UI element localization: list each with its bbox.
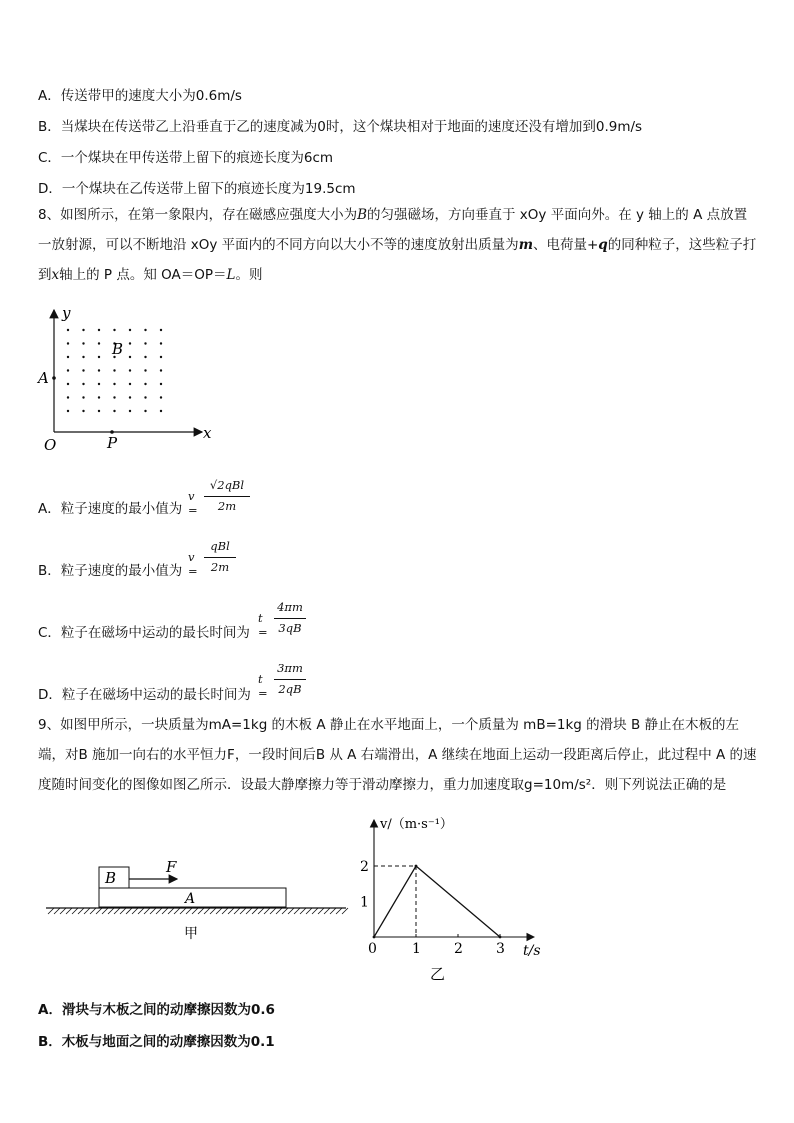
field-dot xyxy=(98,342,100,344)
hatch-line xyxy=(48,908,54,914)
field-dot xyxy=(67,342,69,344)
field-dot xyxy=(98,410,100,412)
ground-hatching xyxy=(48,908,348,914)
field-dot xyxy=(160,410,162,412)
label-b: B xyxy=(112,340,124,358)
hatch-line xyxy=(210,908,216,914)
hatch-line xyxy=(198,908,204,914)
field-dot xyxy=(144,369,146,371)
hatch-line xyxy=(54,908,60,914)
field-dot xyxy=(160,342,162,344)
hatch-line xyxy=(300,908,306,914)
hatch-line xyxy=(96,908,102,914)
q8-magnetic-field-figure xyxy=(30,300,230,460)
hatch-line xyxy=(336,908,342,914)
hatch-line xyxy=(66,908,72,914)
q8-stem: 8、如图所示，在第一象限内，存在磁感应强度大小为B的匀强磁场，方向垂直于 xOy 平面向外。在 y 轴上的 A 点放置一放射源，可以不断地沿 xOy 平面内的不同方向以大小不等的速度放射出质量为m、电荷量+q的同种粒子，这些粒子打到x轴上的 P 点。知 OA＝OP＝L。则 xyxy=(38,207,757,283)
field-dot xyxy=(113,410,115,412)
hatch-line xyxy=(90,908,96,914)
hatch-line xyxy=(180,908,186,914)
field-dot xyxy=(67,396,69,398)
hatch-line xyxy=(276,908,282,914)
q9-vt-chart xyxy=(350,808,560,988)
field-dot xyxy=(98,383,100,385)
q7-option-a: A．传送带甲的速度大小为0.6m/s xyxy=(38,88,242,104)
hatch-line xyxy=(252,908,258,914)
field-dot xyxy=(113,329,115,331)
q8-option-a-formula: v = √2qBl 2m xyxy=(188,478,250,518)
hatch-line xyxy=(216,908,222,914)
chart-x-tick-label: 1 xyxy=(412,941,421,957)
label-block-b: B xyxy=(105,869,117,887)
hatch-line xyxy=(120,908,126,914)
field-dot xyxy=(67,329,69,331)
label-y: y xyxy=(62,304,71,322)
hatch-line xyxy=(108,908,114,914)
q9-stem: 9、如图甲所示，一块质量为mA=1kg 的木板 A 静止在水平地面上，一个质量为 mB=1kg 的滑块 B 静止在木板的左端，对B 施加一向右的水平恒力F，一段时间后B 从 A 右端滑出，A 继续在地面上运动一段距离后停止，此过程中 A 的速度随时间变化的图像如图乙所示．设最大静摩擦力等于滑动摩擦力，重力加速度取g=10m/s²．则下列说法正确的是 xyxy=(38,717,757,793)
q9-figure-jia xyxy=(44,850,354,940)
chart-ylabel: v/（m·s⁻¹） xyxy=(380,817,453,832)
hatch-line xyxy=(138,908,144,914)
field-dot xyxy=(82,369,84,371)
chart-xlabel: t/s xyxy=(523,943,541,959)
field-dot xyxy=(144,329,146,331)
caption-jia: 甲 xyxy=(184,926,198,940)
hatch-line xyxy=(204,908,210,914)
field-dot xyxy=(67,369,69,371)
hatch-line xyxy=(150,908,156,914)
hatch-line xyxy=(72,908,78,914)
field-dot xyxy=(129,396,131,398)
field-dot xyxy=(129,410,131,412)
q7-option-d: D．一个煤块在乙传送带上留下的痕迹长度为19.5cm xyxy=(38,181,356,197)
hatch-line xyxy=(228,908,234,914)
label-x: x xyxy=(203,424,212,442)
label-force-f: F xyxy=(166,858,177,876)
hatch-line xyxy=(174,908,180,914)
label-o: O xyxy=(44,436,57,454)
chart-caption: 乙 xyxy=(430,965,446,983)
label-board-a: A xyxy=(185,891,196,907)
field-dot xyxy=(160,356,162,358)
hatch-line xyxy=(114,908,120,914)
q8-option-d-formula: t = 3πm 2qB xyxy=(258,661,310,701)
q7-option-b: B．当煤块在传送带乙上沿垂直于乙的速度减为0时，这个煤块相对于地面的速度还没有增加到0.9m/s xyxy=(38,119,643,135)
q8-option-c: C．粒子在磁场中运动的最长时间为 xyxy=(38,625,250,641)
hatch-line xyxy=(264,908,270,914)
field-dot xyxy=(67,410,69,412)
field-dot xyxy=(113,396,115,398)
field-dot xyxy=(160,383,162,385)
field-dot xyxy=(82,396,84,398)
point-a xyxy=(52,376,56,380)
q8-option-d: D．粒子在磁场中运动的最长时间为 xyxy=(38,687,251,703)
hatch-line xyxy=(222,908,228,914)
q7-option-c: C．一个煤块在甲传送带上留下的痕迹长度为6cm xyxy=(38,150,334,166)
field-dot xyxy=(82,410,84,412)
field-dot xyxy=(160,396,162,398)
chart-origin: 0 xyxy=(368,941,377,957)
hatch-line xyxy=(126,908,132,914)
field-dot xyxy=(98,329,100,331)
field-dot xyxy=(129,342,131,344)
field-dot xyxy=(144,396,146,398)
chart-data-point xyxy=(373,936,376,939)
field-dot xyxy=(129,383,131,385)
hatch-line xyxy=(186,908,192,914)
field-dot xyxy=(98,369,100,371)
hatch-line xyxy=(342,908,348,914)
hatch-line xyxy=(240,908,246,914)
q8-option-c-formula: t = 4πm 3qB xyxy=(258,600,310,640)
hatch-line xyxy=(234,908,240,914)
hatch-line xyxy=(144,908,150,914)
field-dot xyxy=(82,329,84,331)
field-dot xyxy=(67,356,69,358)
field-dot xyxy=(160,329,162,331)
hatch-line xyxy=(132,908,138,914)
hatch-line xyxy=(258,908,264,914)
q9-option-a: A．滑块与木板之间的动摩擦因数为0.6 xyxy=(38,1002,275,1018)
hatch-line xyxy=(60,908,66,914)
field-dot xyxy=(98,356,100,358)
hatch-line xyxy=(168,908,174,914)
chart-data-point xyxy=(415,865,418,868)
field-dot xyxy=(82,342,84,344)
q8-option-a: A．粒子速度的最小值为 xyxy=(38,501,183,517)
label-a: A xyxy=(38,369,49,387)
field-dot xyxy=(144,410,146,412)
hatch-line xyxy=(78,908,84,914)
chart-x-tick-label: 3 xyxy=(496,941,505,957)
hatch-line xyxy=(282,908,288,914)
field-dot xyxy=(67,383,69,385)
field-dot xyxy=(82,383,84,385)
label-p: P xyxy=(107,434,118,452)
chart-series-line xyxy=(374,866,500,937)
field-dot xyxy=(98,396,100,398)
hatch-line xyxy=(306,908,312,914)
hatch-line xyxy=(162,908,168,914)
hatch-line xyxy=(288,908,294,914)
field-dot xyxy=(82,356,84,358)
field-dot xyxy=(129,356,131,358)
point-p xyxy=(110,430,114,434)
chart-y-tick-label: 1 xyxy=(360,894,369,911)
chart-data-point xyxy=(499,936,502,939)
q8-option-b-formula: v = qBl 2m xyxy=(188,539,240,579)
field-dot xyxy=(144,356,146,358)
chart-x-tick-label: 2 xyxy=(454,941,463,957)
field-dot xyxy=(144,342,146,344)
hatch-line xyxy=(192,908,198,914)
field-dot xyxy=(129,329,131,331)
field-dot xyxy=(129,369,131,371)
q8-option-b: B．粒子速度的最小值为 xyxy=(38,563,183,579)
hatch-line xyxy=(330,908,336,914)
hatch-line xyxy=(294,908,300,914)
field-dot xyxy=(160,369,162,371)
q9-option-b: B．木板与地面之间的动摩擦因数为0.1 xyxy=(38,1034,275,1050)
hatch-line xyxy=(324,908,330,914)
hatch-line xyxy=(102,908,108,914)
field-dot xyxy=(144,383,146,385)
field-dot xyxy=(113,383,115,385)
hatch-line xyxy=(246,908,252,914)
hatch-line xyxy=(318,908,324,914)
hatch-line xyxy=(312,908,318,914)
hatch-line xyxy=(270,908,276,914)
hatch-line xyxy=(84,908,90,914)
field-dot xyxy=(113,369,115,371)
chart-y-tick-label: 2 xyxy=(360,859,369,875)
hatch-line xyxy=(156,908,162,914)
